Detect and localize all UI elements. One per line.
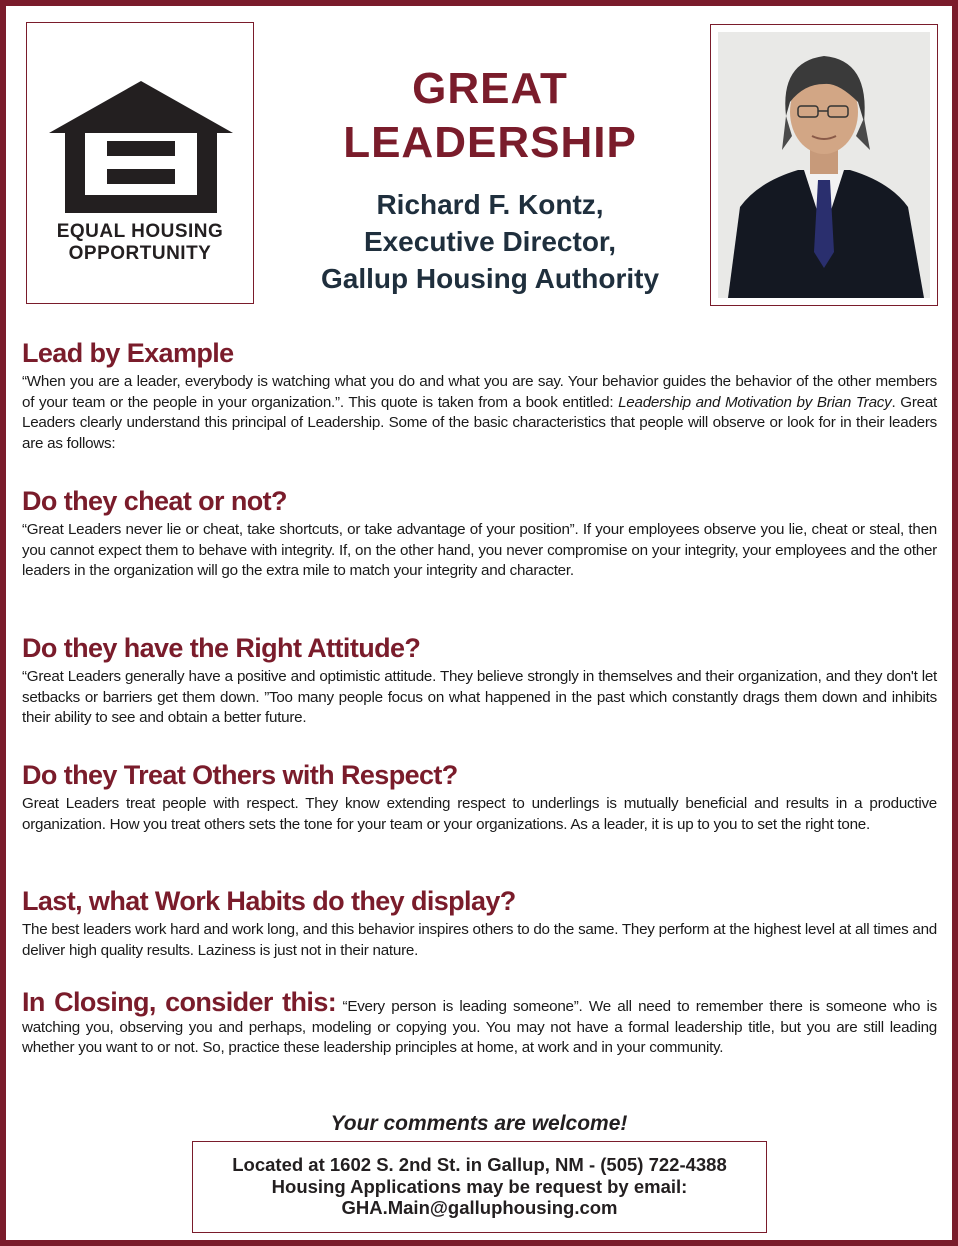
section-respect bbox=[22, 758, 937, 835]
section-text: The best leaders work hard and work long, and this behavior inspires others to do the same. They perform at the highest level at all times and deliver high quality results. Laziness is just not in their nature. bbox=[22, 921, 937, 959]
logo-line-1: EQUAL HOUSING bbox=[56, 221, 224, 242]
section-text-part: “When you are a leader, everybody is watching what you do and what you are say. Your behavior guides the behavior of the other members of your team or the people in your organization.”. This quote is taken from a book entitled: bbox=[22, 373, 937, 411]
section-attitude bbox=[22, 631, 937, 729]
house-icon bbox=[49, 81, 233, 213]
section-text-part: . Great Leaders clearly understand this principal of Leadership. Some of the basic characteristics that people will observe or look for in their leaders are as follows: bbox=[22, 393, 937, 452]
section-heading: Do they have the Right Attitude? bbox=[22, 633, 421, 663]
author-organization: Gallup Housing Authority bbox=[320, 263, 660, 294]
section-heading: Do they Treat Others with Respect? bbox=[22, 760, 458, 790]
email-link[interactable]: GHA.Main@galluphousing.com bbox=[341, 1197, 618, 1218]
section-text: “Great Leaders generally have a positive and optimistic attitude. They believe strongly in themselves and their organization, and they don't let setbacks or barriers get them down. ”Too many people focus on what happened in the past which constantly drags them down and inhibits their ability to see and obtain a better future. bbox=[22, 668, 937, 726]
section-work-habits bbox=[22, 884, 937, 961]
section-heading: Last, what Work Habits do they display? bbox=[22, 886, 516, 916]
author-name: Richard F. Kontz, bbox=[376, 189, 604, 220]
section-text: Great Leaders treat people with respect. They know extending respect to underlings is mutually beneficial and results in a productive organization. How you treat others sets the tone for your team or your organizations. As a leader, it is up to you to set the right tone. bbox=[22, 795, 937, 833]
title-line-2: LEADERSHIP bbox=[343, 118, 637, 167]
section-closing bbox=[22, 987, 937, 1059]
applications-line: Housing Applications may be request by email: bbox=[271, 1175, 688, 1197]
equal-housing-logo bbox=[26, 22, 254, 304]
title-line-1: GREAT bbox=[412, 64, 568, 113]
book-title: Leadership and Motivation by Brian Tracy bbox=[618, 393, 892, 411]
closing-text bbox=[22, 987, 937, 1059]
contact-box bbox=[192, 1141, 767, 1233]
section-heading: Do they cheat or not? bbox=[22, 486, 287, 516]
closing-heading: In Closing, consider this: bbox=[22, 987, 337, 1017]
author-block bbox=[262, 186, 718, 297]
comments-welcome: Your comments are welcome! bbox=[330, 1112, 628, 1135]
section-lead-by-example bbox=[22, 336, 937, 454]
section-heading: Lead by Example bbox=[22, 338, 234, 368]
section-cheat bbox=[22, 484, 937, 582]
closing-body: “Every person is leading someone”. We all need to remember there is someone who is watching you, observing you and perhaps, modeling or copying you. You may not have a formal leadership title, but you are still leading whether you want to or not. So, practice these leadership principles at home, at work and in your community. bbox=[22, 998, 937, 1056]
address-line: Located at 1602 S. 2nd St. in Gallup, NM - (505) 722-4388 bbox=[232, 1154, 727, 1175]
section-text: “Great Leaders never lie or cheat, take shortcuts, or take advantage of your position”. If your employees observe you lie, cheat or steal, then you cannot expect them to behave with integrity. If, on the other hand, you never compromise on your integrity, your employees and the other leaders in the organization will go the extra mile to match your integrity and character. bbox=[22, 521, 937, 579]
portrait-photo bbox=[718, 32, 930, 298]
author-role: Executive Director, bbox=[363, 226, 617, 257]
page-title bbox=[280, 62, 700, 170]
portrait-frame bbox=[710, 24, 938, 306]
logo-line-2: OPPORTUNITY bbox=[68, 243, 212, 264]
section-text bbox=[22, 372, 937, 454]
